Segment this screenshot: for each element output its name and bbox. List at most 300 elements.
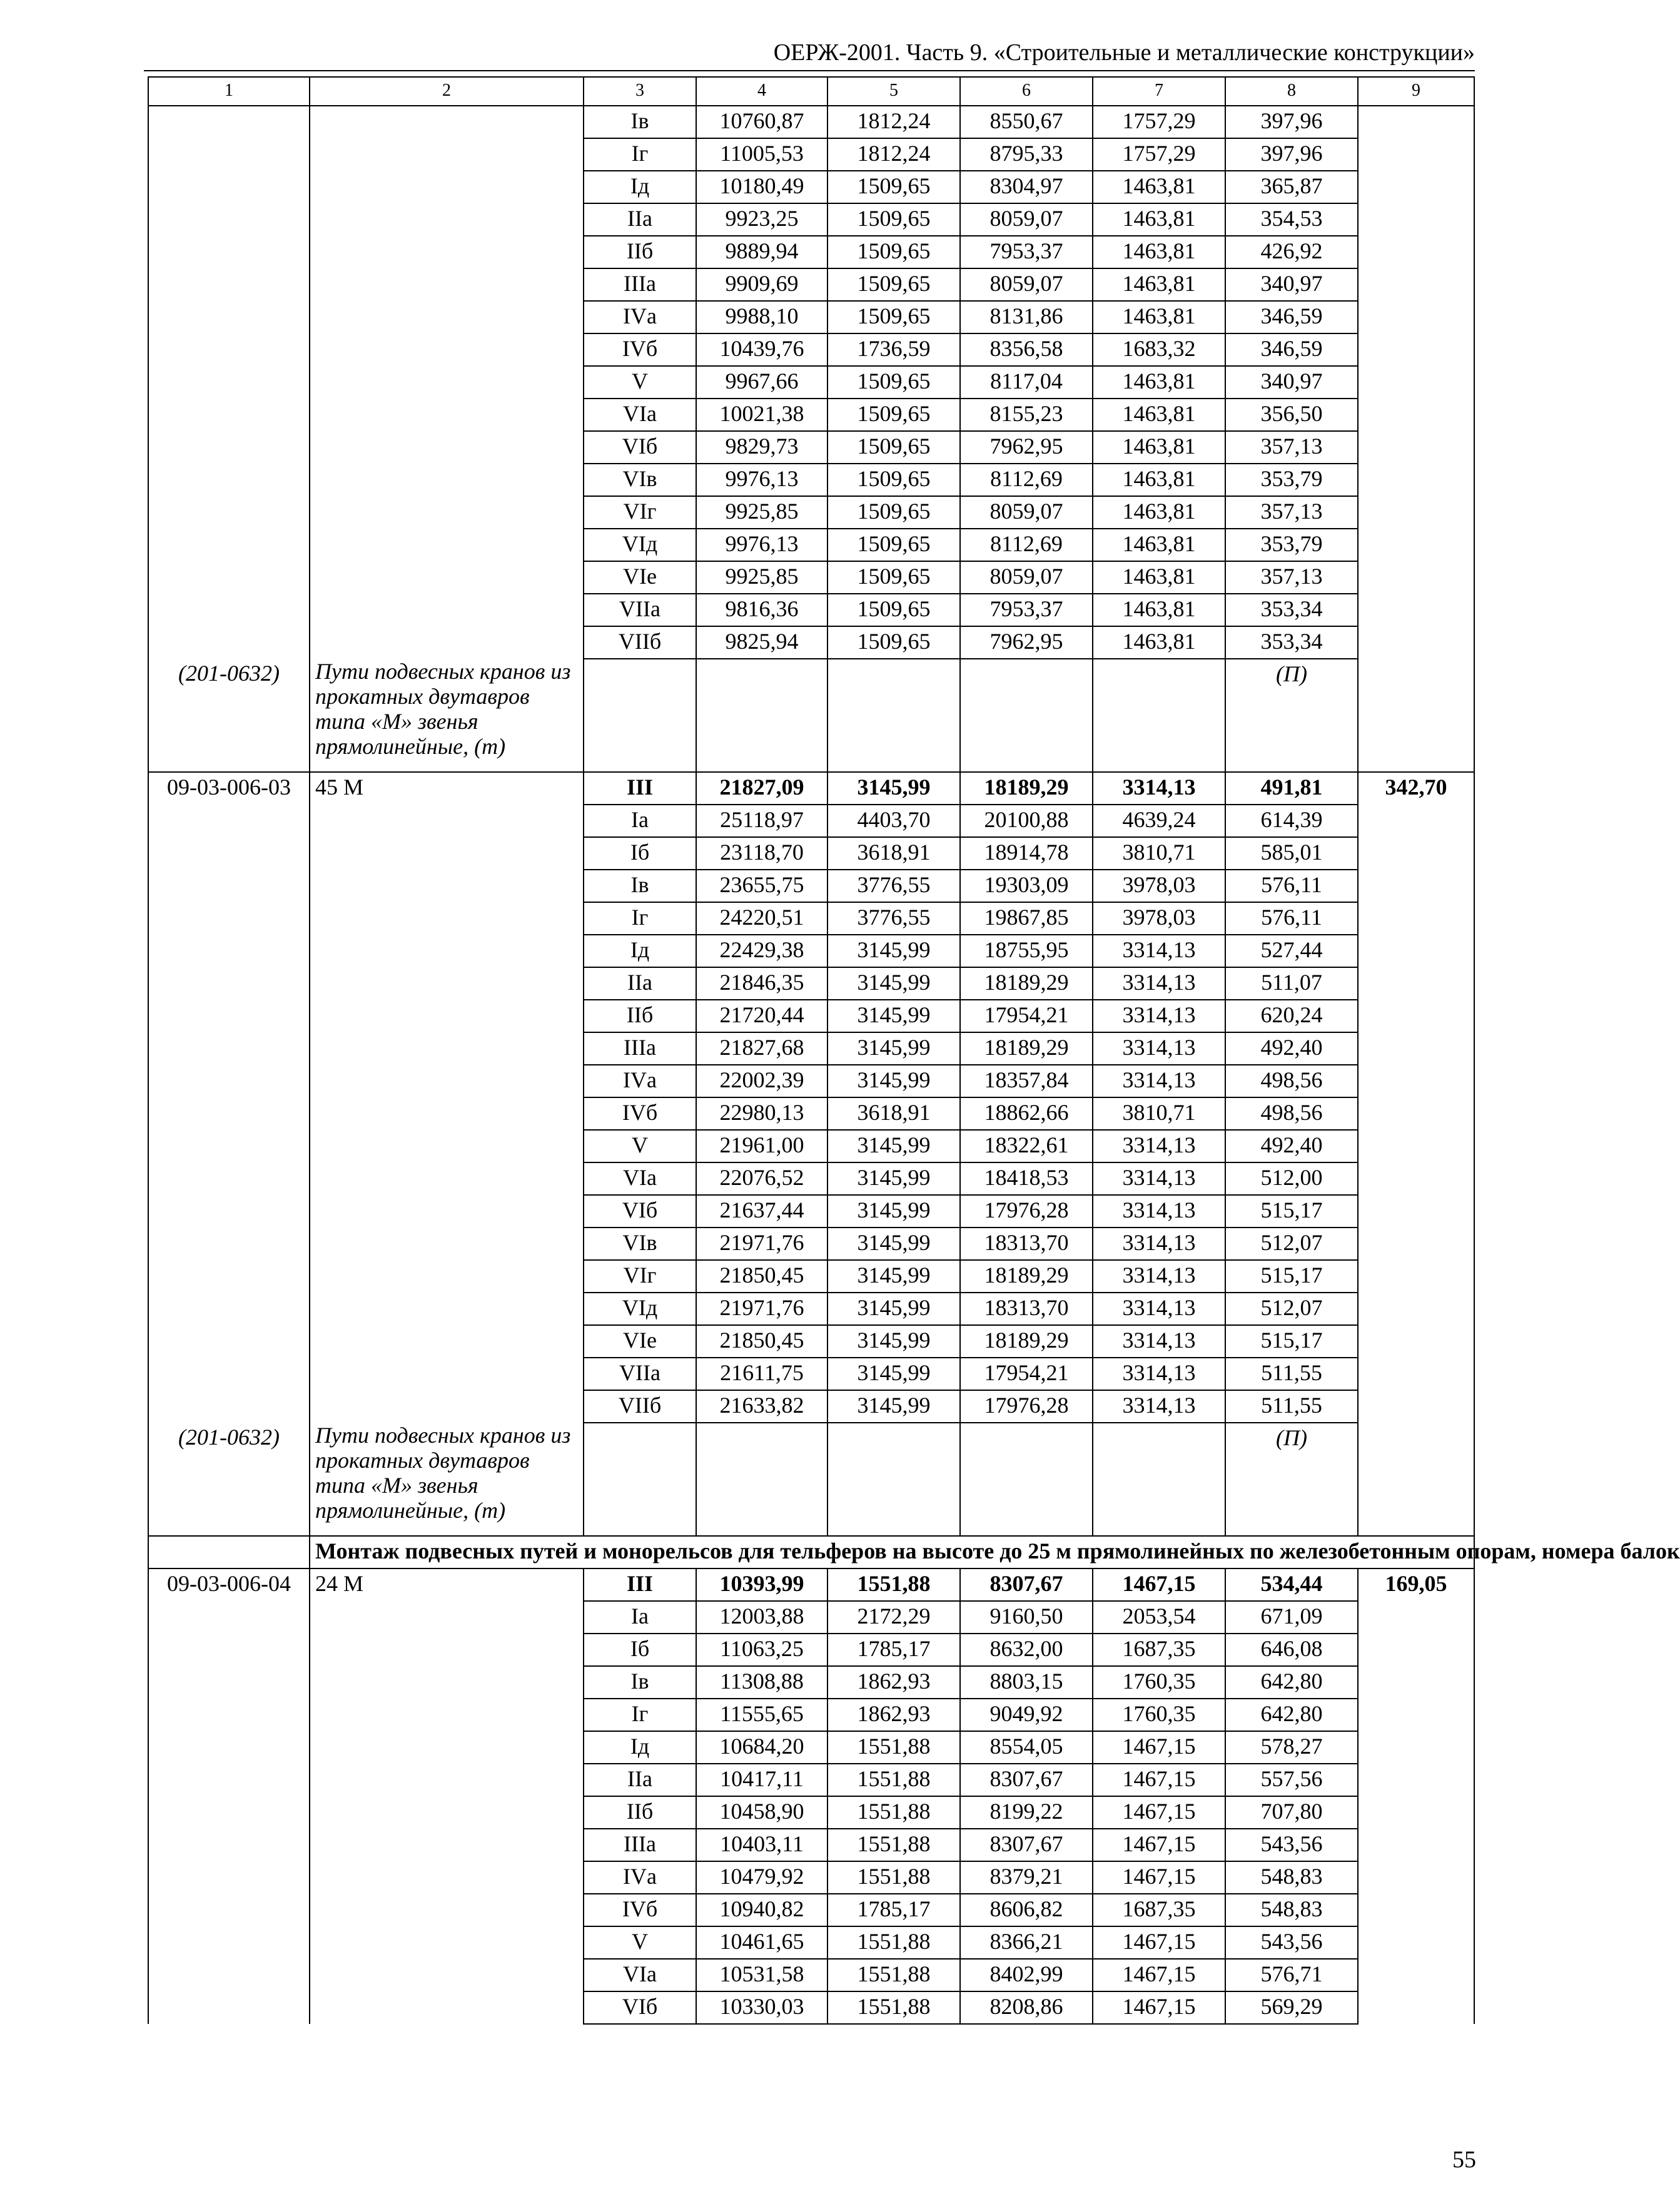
cost-labor: 3145,99	[827, 1032, 960, 1065]
cost-operators: 3314,13	[1093, 1065, 1225, 1097]
rate-code: 09-03-006-03	[148, 772, 310, 805]
variant-code: VIб	[584, 431, 696, 464]
cost-total: 25118,97	[696, 805, 827, 837]
rate-code: 09-03-006-04	[148, 1568, 310, 1601]
col-9-blank	[1358, 496, 1474, 529]
cost-labor: 1812,24	[827, 138, 960, 171]
col-1-blank	[148, 464, 310, 496]
rate-row	[148, 626, 1474, 659]
footnote-blank	[960, 659, 1093, 772]
variant-code: Iб	[584, 1634, 696, 1666]
col-1-blank	[148, 1325, 310, 1358]
col-9-blank	[1358, 464, 1474, 496]
cost-operators: 3978,03	[1093, 870, 1225, 902]
variant-code: IIIа	[584, 1032, 696, 1065]
column-number: 8	[1225, 77, 1358, 106]
cost-machines: 18189,29	[960, 967, 1093, 1000]
cost-machines: 18755,95	[960, 935, 1093, 967]
cost-total: 9988,10	[696, 301, 827, 333]
cost-total: 10760,87	[696, 106, 827, 138]
cost-machines: 19303,09	[960, 870, 1093, 902]
rate-main-row	[148, 1568, 1474, 1601]
col-9-blank	[1358, 268, 1474, 301]
cost-labor: 1551,88	[827, 1764, 960, 1796]
cost-operators: 3314,13	[1093, 1162, 1225, 1195]
col-1-blank	[148, 902, 310, 935]
col-9-blank	[1358, 1000, 1474, 1032]
rate-row	[148, 1829, 1474, 1861]
col-1-blank	[148, 1666, 310, 1699]
cost-total: 21971,76	[696, 1293, 827, 1325]
footnote-blank	[696, 659, 827, 772]
variant-code: IIа	[584, 1764, 696, 1796]
cost-materials: 498,56	[1225, 1065, 1358, 1097]
cost-materials: 515,17	[1225, 1260, 1358, 1293]
cost-operators: 3314,13	[1093, 1325, 1225, 1358]
col-9-blank	[1358, 1601, 1474, 1634]
rate-row	[148, 1666, 1474, 1699]
variant-code: Iб	[584, 837, 696, 870]
cost-total: 21720,44	[696, 1000, 827, 1032]
cost-labor: 1551,88	[827, 1991, 960, 2024]
cost-operators: 1463,81	[1093, 464, 1225, 496]
cost-total: 10940,82	[696, 1894, 827, 1926]
col-2-blank	[310, 1358, 584, 1390]
cost-machines: 19867,85	[960, 902, 1093, 935]
rate-row	[148, 1358, 1474, 1390]
column-number: 2	[310, 77, 584, 106]
col-2-blank	[310, 1699, 584, 1731]
rate-row	[148, 431, 1474, 464]
cost-machines: 8208,86	[960, 1991, 1093, 2024]
cost-materials: 620,24	[1225, 1000, 1358, 1032]
header-rule	[144, 70, 1475, 71]
cost-materials: 353,34	[1225, 594, 1358, 626]
variant-code: Iг	[584, 138, 696, 171]
cost-materials: 512,00	[1225, 1162, 1358, 1195]
footnote-blank	[696, 1423, 827, 1536]
col-1-blank	[148, 967, 310, 1000]
cost-labor: 1509,65	[827, 236, 960, 268]
col-1-blank	[148, 138, 310, 171]
cost-total: 21846,35	[696, 967, 827, 1000]
col-9-blank	[1358, 935, 1474, 967]
col-9-blank	[1358, 431, 1474, 464]
col-1-blank	[148, 1959, 310, 1991]
col-1-blank	[148, 1065, 310, 1097]
cost-machines: 8059,07	[960, 561, 1093, 594]
footnote-row	[148, 659, 1474, 772]
col-1-blank	[148, 1991, 310, 2024]
col-2-blank	[310, 106, 584, 138]
col-1-blank	[148, 106, 310, 138]
cost-materials: 527,44	[1225, 935, 1358, 967]
cost-operators: 1760,35	[1093, 1699, 1225, 1731]
section-heading-row	[148, 1536, 1474, 1568]
cost-labor: 3145,99	[827, 1065, 960, 1097]
cost-machines: 8795,33	[960, 138, 1093, 171]
col-9-blank	[1358, 1228, 1474, 1260]
cost-operators: 1463,81	[1093, 301, 1225, 333]
col-2-blank	[310, 805, 584, 837]
col-1-blank	[148, 1894, 310, 1926]
col-9-blank	[1358, 1293, 1474, 1325]
cost-total: 21611,75	[696, 1358, 827, 1390]
cost-materials: 548,83	[1225, 1894, 1358, 1926]
cost-total: 10403,11	[696, 1829, 827, 1861]
col-9-blank	[1358, 1130, 1474, 1162]
variant-code: VIг	[584, 496, 696, 529]
variant-code: VIг	[584, 1260, 696, 1293]
cost-total: 9829,73	[696, 431, 827, 464]
col-2-blank	[310, 1926, 584, 1959]
col-1-blank	[148, 870, 310, 902]
cost-materials: 498,56	[1225, 1097, 1358, 1130]
footnote-blank	[1093, 1423, 1225, 1536]
cost-operators: 3810,71	[1093, 837, 1225, 870]
cost-operators: 3314,13	[1093, 1260, 1225, 1293]
cost-labor: 4403,70	[827, 805, 960, 837]
cost-operators: 2053,54	[1093, 1601, 1225, 1634]
footnote-blank	[960, 1423, 1093, 1536]
variant-code: IIIа	[584, 268, 696, 301]
cost-machines: 7962,95	[960, 626, 1093, 659]
column-number: 6	[960, 77, 1093, 106]
cost-total: 9976,13	[696, 464, 827, 496]
rate-name: 45 М	[310, 772, 584, 805]
cost-labor: 1551,88	[827, 1861, 960, 1894]
cost-operators: 1463,81	[1093, 561, 1225, 594]
col-1-blank	[148, 171, 310, 203]
rate-row	[148, 496, 1474, 529]
col-1-blank	[148, 1195, 310, 1228]
cost-materials: 353,79	[1225, 464, 1358, 496]
rate-row	[148, 967, 1474, 1000]
cost-labor: 3776,55	[827, 870, 960, 902]
cost-operators: 1463,81	[1093, 431, 1225, 464]
rate-row	[148, 1130, 1474, 1162]
rate-row	[148, 1894, 1474, 1926]
cost-materials: 512,07	[1225, 1293, 1358, 1325]
cost-total: 10531,58	[696, 1959, 827, 1991]
col-9-blank	[1358, 399, 1474, 431]
col-1-blank	[148, 333, 310, 366]
cost-machines: 8307,67	[960, 1568, 1093, 1601]
cost-labor: 1736,59	[827, 333, 960, 366]
cost-total: 9825,94	[696, 626, 827, 659]
cost-machines: 8803,15	[960, 1666, 1093, 1699]
rate-row	[148, 594, 1474, 626]
col-9-blank	[1358, 870, 1474, 902]
cost-materials: 492,40	[1225, 1130, 1358, 1162]
col-1-blank	[148, 1130, 310, 1162]
col-9-blank	[1358, 138, 1474, 171]
cost-materials: 365,87	[1225, 171, 1358, 203]
cost-materials: 354,53	[1225, 203, 1358, 236]
footnote-blank	[584, 659, 696, 772]
variant-code: Iг	[584, 1699, 696, 1731]
cost-materials: 346,59	[1225, 301, 1358, 333]
cost-materials: 397,96	[1225, 106, 1358, 138]
cost-labor: 1509,65	[827, 171, 960, 203]
col-2-blank	[310, 1390, 584, 1423]
col-2-blank	[310, 1260, 584, 1293]
variant-code: VIа	[584, 1162, 696, 1195]
cost-operators: 3314,13	[1093, 1032, 1225, 1065]
cost-operators: 3314,13	[1093, 935, 1225, 967]
rate-row	[148, 561, 1474, 594]
footnote-unit	[1225, 659, 1358, 772]
footnote-blank	[1358, 659, 1474, 772]
cost-operators: 1467,15	[1093, 1796, 1225, 1829]
col-1-blank	[148, 1032, 310, 1065]
cost-machines: 8606,82	[960, 1894, 1093, 1926]
col-2-blank	[310, 967, 584, 1000]
section-heading: Монтаж подвесных путей и монорельсов для тельферов на высоте до 25 м прямолинейных по железобетонным опорам, номера балок	[310, 1536, 1474, 1568]
cost-materials: 353,79	[1225, 529, 1358, 561]
rate-row	[148, 1796, 1474, 1829]
col-2-blank	[310, 1959, 584, 1991]
cost-materials: 578,27	[1225, 1731, 1358, 1764]
col-2-blank	[310, 1097, 584, 1130]
cost-operators: 1463,81	[1093, 399, 1225, 431]
rate-main-row	[148, 772, 1474, 805]
column-number-row	[148, 77, 1474, 106]
cost-total: 9967,66	[696, 366, 827, 399]
cost-machines: 8554,05	[960, 1731, 1093, 1764]
col-2-blank	[310, 203, 584, 236]
variant-code: IVа	[584, 301, 696, 333]
cost-total: 11308,88	[696, 1666, 827, 1699]
footnote-unit-text: (П)	[1276, 661, 1307, 686]
col-9-blank	[1358, 594, 1474, 626]
variant-code: Iв	[584, 106, 696, 138]
col-2-blank	[310, 1894, 584, 1926]
col-9-blank	[1358, 366, 1474, 399]
cost-materials: 569,29	[1225, 1991, 1358, 2024]
col-9-blank	[1358, 1666, 1474, 1699]
cost-operators: 1463,81	[1093, 171, 1225, 203]
col-2-blank	[310, 171, 584, 203]
rate-row	[148, 1634, 1474, 1666]
cost-machines: 8112,69	[960, 529, 1093, 561]
variant-code: IIб	[584, 1000, 696, 1032]
variant-code: IIб	[584, 236, 696, 268]
cost-machines: 9049,92	[960, 1699, 1093, 1731]
cost-machines: 18189,29	[960, 772, 1093, 805]
cost-total: 9816,36	[696, 594, 827, 626]
rate-row	[148, 203, 1474, 236]
cost-labor: 1509,65	[827, 626, 960, 659]
cost-labor: 1509,65	[827, 203, 960, 236]
variant-code: IIа	[584, 967, 696, 1000]
col-9-blank	[1358, 203, 1474, 236]
col-2-blank	[310, 1829, 584, 1861]
cost-operators: 1463,81	[1093, 203, 1225, 236]
cost-operators: 3314,13	[1093, 1390, 1225, 1423]
cost-labor: 3145,99	[827, 1228, 960, 1260]
variant-code: VIIб	[584, 1390, 696, 1423]
col-1-blank	[148, 1829, 310, 1861]
variant-code: V	[584, 366, 696, 399]
rate-row	[148, 301, 1474, 333]
col-2-blank	[310, 464, 584, 496]
rate-row	[148, 902, 1474, 935]
labor-hours: 169,05	[1358, 1568, 1474, 1601]
col-1-blank	[148, 366, 310, 399]
variant-code: V	[584, 1130, 696, 1162]
cost-total: 21971,76	[696, 1228, 827, 1260]
footnote-unit-text: (П)	[1276, 1425, 1307, 1450]
col-9-blank	[1358, 626, 1474, 659]
cost-total: 21633,82	[696, 1390, 827, 1423]
cost-machines: 8117,04	[960, 366, 1093, 399]
cost-machines: 18914,78	[960, 837, 1093, 870]
cost-total: 12003,88	[696, 1601, 827, 1634]
col-1-blank	[148, 1731, 310, 1764]
cost-total: 11005,53	[696, 138, 827, 171]
cost-materials: 357,13	[1225, 431, 1358, 464]
cost-materials: 543,56	[1225, 1829, 1358, 1861]
variant-code: IVа	[584, 1065, 696, 1097]
col-9-blank	[1358, 171, 1474, 203]
col-9-blank	[1358, 301, 1474, 333]
col-2-blank	[310, 1130, 584, 1162]
col-2-blank	[310, 496, 584, 529]
cost-materials: 515,17	[1225, 1325, 1358, 1358]
cost-operators: 3314,13	[1093, 772, 1225, 805]
col-1-blank	[148, 626, 310, 659]
cost-labor: 3145,99	[827, 1130, 960, 1162]
cost-machines: 8112,69	[960, 464, 1093, 496]
col-2-blank	[310, 1065, 584, 1097]
col-1-blank	[148, 594, 310, 626]
rate-row	[148, 1228, 1474, 1260]
cost-labor: 1509,65	[827, 496, 960, 529]
footnote-text	[310, 659, 584, 772]
variant-code: VIд	[584, 529, 696, 561]
cost-total: 10393,99	[696, 1568, 827, 1601]
col-1-blank	[148, 399, 310, 431]
variant-code: VIб	[584, 1195, 696, 1228]
col-2-blank	[310, 366, 584, 399]
cost-labor: 3618,91	[827, 837, 960, 870]
variant-code: VIIа	[584, 1358, 696, 1390]
cost-labor: 1509,65	[827, 268, 960, 301]
col-2-blank	[310, 594, 584, 626]
cost-operators: 1467,15	[1093, 1764, 1225, 1796]
variant-code: VIIа	[584, 594, 696, 626]
col-9-blank	[1358, 1634, 1474, 1666]
col-9-blank	[1358, 1764, 1474, 1796]
variant-code: Iд	[584, 1731, 696, 1764]
cost-operators: 3314,13	[1093, 1130, 1225, 1162]
footnote-code-text: (201-0632)	[178, 1425, 280, 1450]
cost-operators: 1463,81	[1093, 594, 1225, 626]
cost-materials: 511,07	[1225, 967, 1358, 1000]
variant-code: III	[584, 772, 696, 805]
col-2-blank	[310, 1666, 584, 1699]
cost-total: 10021,38	[696, 399, 827, 431]
cost-total: 11555,65	[696, 1699, 827, 1731]
cost-materials: 576,71	[1225, 1959, 1358, 1991]
cost-operators: 1467,15	[1093, 1861, 1225, 1894]
cost-total: 21850,45	[696, 1260, 827, 1293]
col-9-blank	[1358, 1796, 1474, 1829]
cost-machines: 8059,07	[960, 268, 1093, 301]
cost-labor: 1785,17	[827, 1634, 960, 1666]
cost-materials: 492,40	[1225, 1032, 1358, 1065]
rate-row	[148, 268, 1474, 301]
col-9-blank	[1358, 1358, 1474, 1390]
cost-operators: 1463,81	[1093, 236, 1225, 268]
column-number: 7	[1093, 77, 1225, 106]
variant-code: Iв	[584, 1666, 696, 1699]
col-2-blank	[310, 333, 584, 366]
footnote-blank	[1358, 1423, 1474, 1536]
cost-machines: 8402,99	[960, 1959, 1093, 1991]
cost-materials: 585,01	[1225, 837, 1358, 870]
col-1-blank	[148, 268, 310, 301]
col-9-blank	[1358, 561, 1474, 594]
col-2-blank	[310, 301, 584, 333]
cost-operators: 3314,13	[1093, 1195, 1225, 1228]
variant-code: VIе	[584, 1325, 696, 1358]
cost-machines: 8307,67	[960, 1764, 1093, 1796]
footnote-blank	[584, 1423, 696, 1536]
cost-machines: 18313,70	[960, 1228, 1093, 1260]
col-9-blank	[1358, 1829, 1474, 1861]
rate-row	[148, 870, 1474, 902]
cost-machines: 17976,28	[960, 1390, 1093, 1423]
cost-labor: 1551,88	[827, 1959, 960, 1991]
variant-code: Iг	[584, 902, 696, 935]
cost-materials: 426,92	[1225, 236, 1358, 268]
cost-materials: 534,44	[1225, 1568, 1358, 1601]
variant-code: VIа	[584, 1959, 696, 1991]
col-2-blank	[310, 902, 584, 935]
col-1-blank	[148, 203, 310, 236]
cost-materials: 512,07	[1225, 1228, 1358, 1260]
cost-machines: 18418,53	[960, 1162, 1093, 1195]
cost-machines: 7953,37	[960, 236, 1093, 268]
cost-machines: 8379,21	[960, 1861, 1093, 1894]
cost-operators: 3314,13	[1093, 967, 1225, 1000]
variant-code: IVб	[584, 333, 696, 366]
col-9-blank	[1358, 333, 1474, 366]
rate-row	[148, 1991, 1474, 2024]
cost-operators: 3314,13	[1093, 1228, 1225, 1260]
cost-total: 24220,51	[696, 902, 827, 935]
cost-operators: 1467,15	[1093, 1829, 1225, 1861]
rates-table-body	[148, 77, 1680, 2024]
rate-row	[148, 333, 1474, 366]
rate-row	[148, 1390, 1474, 1423]
cost-operators: 1467,15	[1093, 1991, 1225, 2024]
section-col-1	[148, 1536, 310, 1568]
col-1-blank	[148, 1293, 310, 1325]
cost-machines: 18322,61	[960, 1130, 1093, 1162]
labor-hours: 342,70	[1358, 772, 1474, 805]
col-9-blank	[1358, 1097, 1474, 1130]
rate-row	[148, 1926, 1474, 1959]
variant-code: IVа	[584, 1861, 696, 1894]
col-9-blank	[1358, 1926, 1474, 1959]
cost-machines: 8059,07	[960, 496, 1093, 529]
cost-labor: 3145,99	[827, 1358, 960, 1390]
column-number: 9	[1358, 77, 1474, 106]
cost-operators: 1760,35	[1093, 1666, 1225, 1699]
